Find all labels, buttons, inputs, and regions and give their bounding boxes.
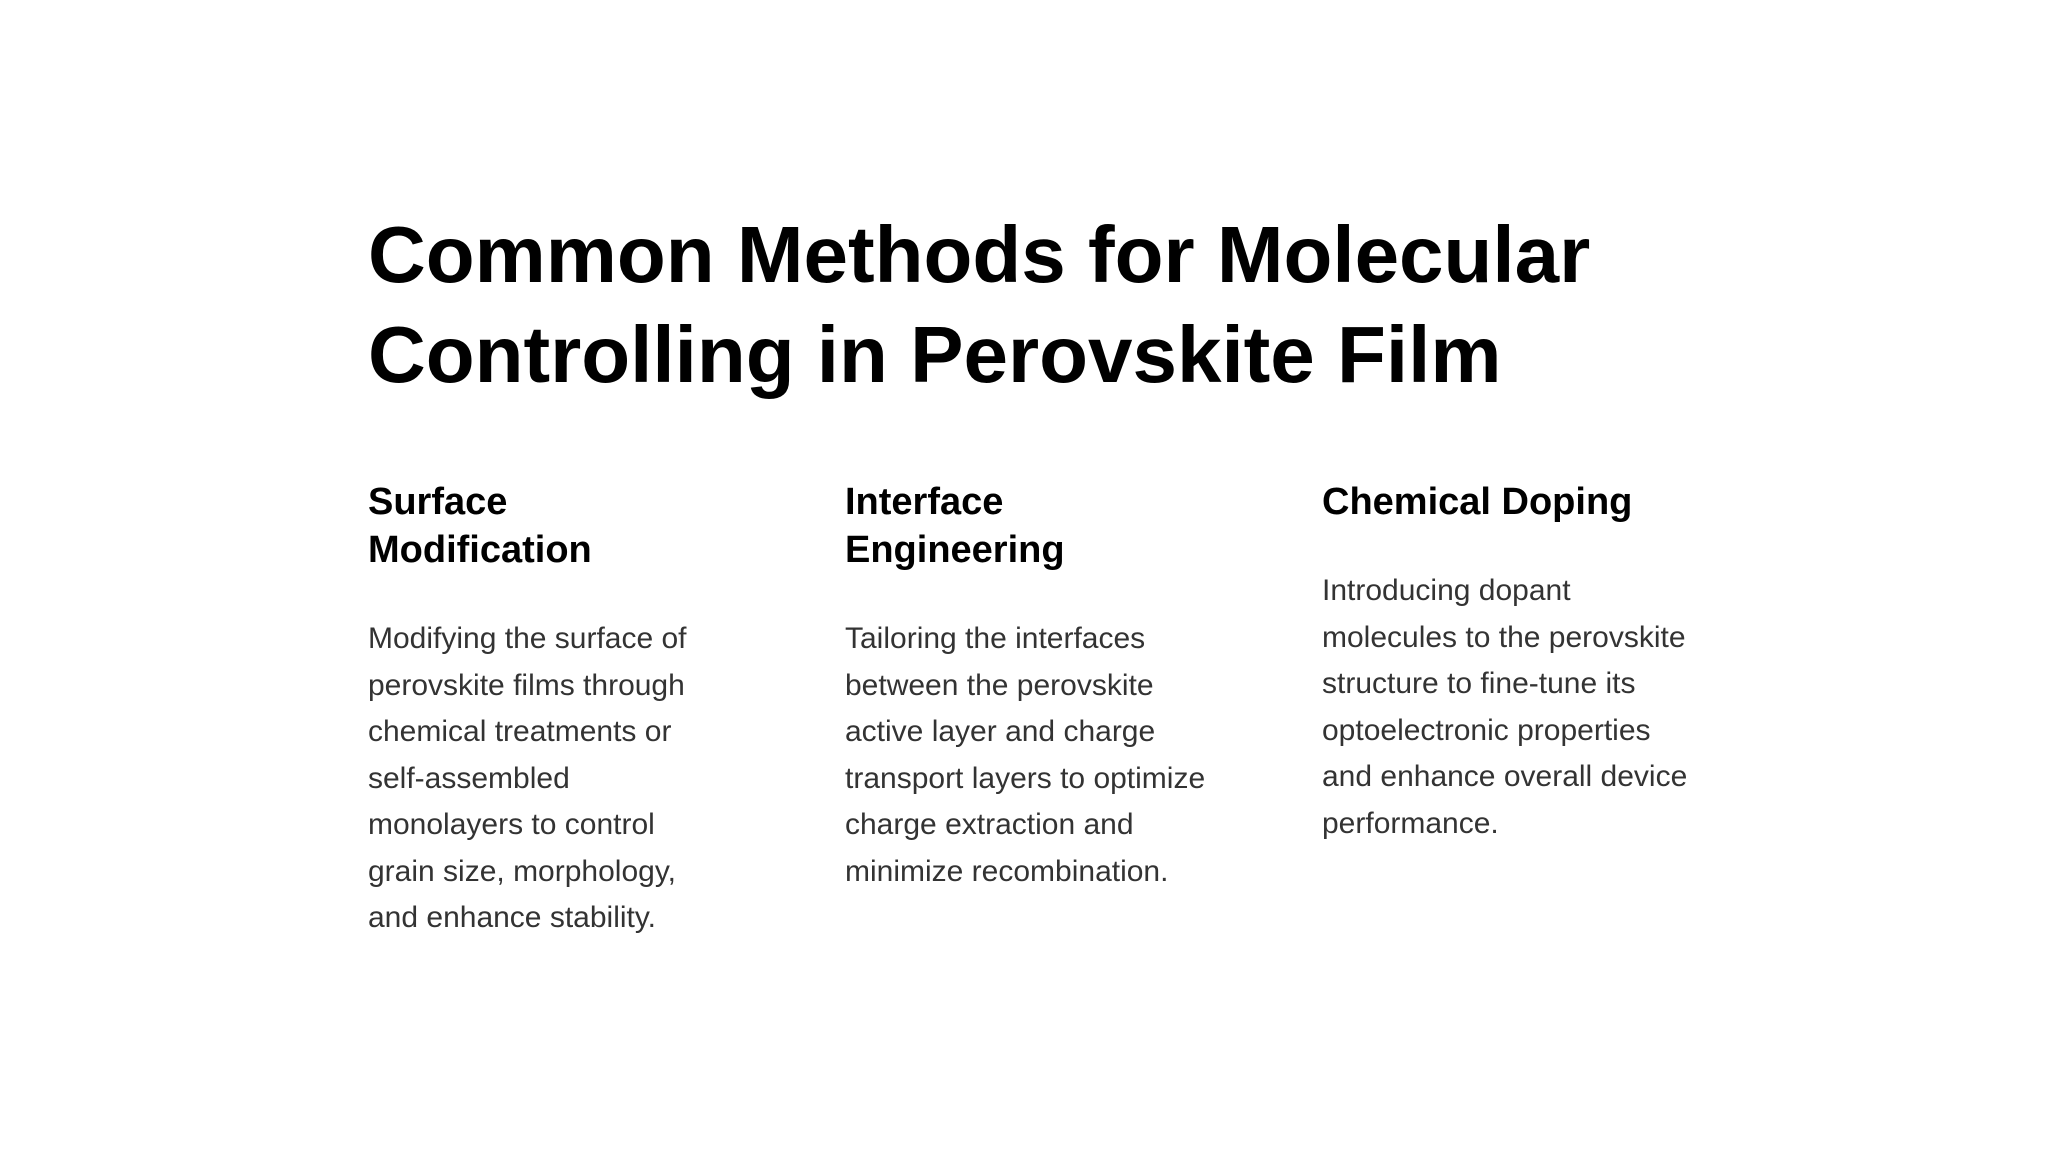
- method-description: Modifying the surface of perovskite films through chemical treatments or self-assembled monolayers to control grain size, morphology, and enhance stability.: [368, 622, 687, 934]
- method-heading: Surface Modification: [368, 481, 592, 571]
- method-description: Tailoring the interfaces between the perovskite active layer and charge transport layers to optimize charge extraction and minimize recombination.: [845, 622, 1206, 888]
- method-column-surface-modification: [368, 478, 728, 942]
- slide-title: Common Methods for Molecular Controlling in Perovskite Film: [368, 210, 1591, 399]
- method-column-chemical-doping: [1322, 478, 1702, 847]
- methods-columns: [368, 478, 1688, 958]
- method-description: Introducing dopant molecules to the perovskite structure to fine-tune its optoelectronic properties and enhance overall device performance.: [1322, 574, 1688, 840]
- method-heading: Interface Engineering: [845, 481, 1065, 571]
- method-heading: Chemical Doping: [1322, 481, 1633, 523]
- method-column-interface-engineering: [845, 478, 1225, 895]
